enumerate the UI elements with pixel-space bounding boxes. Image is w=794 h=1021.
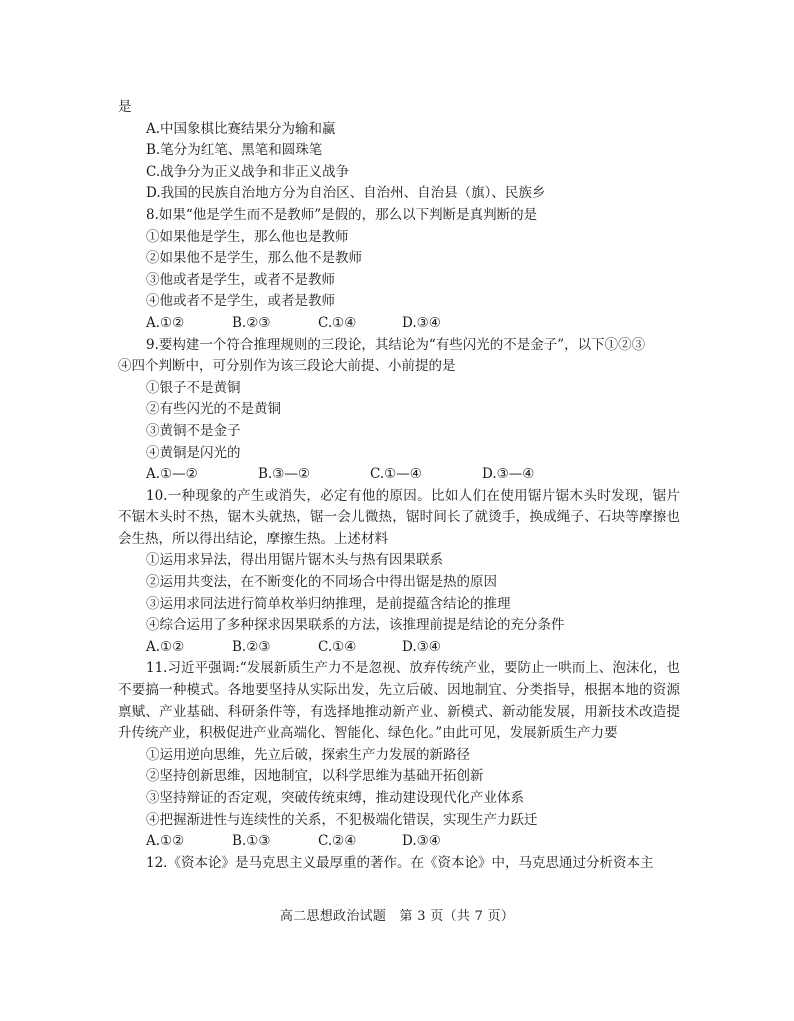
- q7-option-b: B.笔分为红笔、黑笔和圆珠笔: [146, 142, 323, 159]
- continued-text: 是: [118, 99, 132, 115]
- q11-options: [118, 831, 680, 853]
- q7-option-c: C.战争分为正义战争和非正义战争: [146, 163, 350, 180]
- q8-stem: 8.如果“他是学生而不是教师”是假的，那么以下判断是真判断的是: [146, 206, 538, 223]
- q10-option-b: B.②③: [232, 638, 271, 655]
- q11-option-b: B.①③: [232, 833, 271, 850]
- q8-option-a: A.①②: [146, 314, 185, 331]
- q8-options: [118, 313, 680, 335]
- q9-option-d: D.③—④: [482, 466, 535, 483]
- q9-item-3: ③黄铜不是金子: [146, 422, 241, 439]
- q9-item-2: ②有些闪光的不是黄铜: [146, 401, 281, 418]
- q11-option-a: A.①②: [146, 833, 185, 850]
- q10-item-1: ①运用求异法，得出用锯片锯木头与热有因果联系: [146, 552, 443, 569]
- q9-option-b: B.③—②: [258, 466, 310, 483]
- q10-options: [118, 637, 680, 659]
- q9-options: [118, 464, 680, 486]
- q8-option-c: C.①④: [318, 314, 357, 331]
- q8-option-b: B.②③: [232, 314, 271, 331]
- q10-item-2: ②运用共变法，在不断变化的不同场合中得出锯是热的原因: [146, 574, 497, 591]
- page-footer: 高二思想政治试题 第 3 页（共 7 页）: [279, 909, 515, 924]
- q11-stem: 11.习近平强调:“发展新质生产力不是忽视、放弃传统产业，要防止一哄而上、泡沫化，也不要搞一种模式。各地要坚持从实际出发，先立后破、因地制宜、分类指导，根据本地的资源禀赋、产业基础、科研条件等，有选择地推动新产业、新模式、新动能发展，用新技术改造提升传统产业，积极促进产业高端化、智能化、绿色化。”由此可见，发展新质生产力要: [118, 660, 680, 742]
- q11-option-d: D.③④: [402, 833, 441, 850]
- q9-stem-line2: ④四个判断中，可分别作为该三段论大前提、小前提的是: [118, 358, 456, 375]
- q8-item-2: ②如果他不是学生，那么他不是教师: [146, 250, 362, 267]
- q8-option-d: D.③④: [402, 314, 441, 331]
- q7-option-d: D.我国的民族自治地方分为自治区、自治州、自治县（旗）、民族乡: [146, 185, 546, 202]
- q8-item-1: ①如果他是学生，那么他也是教师: [146, 228, 349, 245]
- q11-item-3: ③坚持辩证的否定观，突破传统束缚，推动建设现代化产业体系: [146, 790, 524, 806]
- q11-option-c: C.②④: [318, 833, 357, 850]
- q9-item-4: ④黄铜是闪光的: [146, 444, 241, 461]
- q9-stem-line1: 9.要构建一个符合推理规则的三段论，其结论为“有些闪光的不是金子”，以下①②③: [146, 336, 646, 353]
- q10-option-c: C.①④: [318, 638, 357, 655]
- q10-item-4: ④综合运用了多种探求因果联系的方法，该推理前提是结论的充分条件: [146, 617, 565, 634]
- q9-option-a: A.①—②: [146, 466, 198, 483]
- q8-item-4: ④他或者不是学生，或者是教师: [146, 293, 335, 310]
- q10-option-d: D.③④: [402, 638, 441, 655]
- q10-stem: 10.一种现象的产生或消失，必定有他的原因。比如人们在使用锯片锯木头时发现，锯片不锯木头时不热，锯木头就热，锯一会儿微热，锯时间长了就烫手，换成绳子、石块等摩擦也会生热，所以得出结论，摩擦生热。上述材料: [118, 487, 680, 547]
- q10-option-a: A.①②: [146, 638, 185, 655]
- q9-item-1: ①银子不是黄铜: [146, 379, 241, 396]
- q12-stem: 12.《资本论》是马克思主义最厚重的著作。在《资本论》中，马克思通过分析资本主: [146, 854, 654, 871]
- q7-option-a: A.中国象棋比赛结果分为输和赢: [146, 120, 336, 137]
- q11-item-1: ①运用逆向思维，先立后破，探索生产力发展的新路径: [146, 746, 470, 763]
- q11-item-2: ②坚持创新思维，因地制宜，以科学思维为基础开拓创新: [146, 768, 484, 785]
- q8-item-3: ③他或者是学生，或者不是教师: [146, 271, 335, 288]
- q10-item-3: ③运用求同法进行简单枚举归纳推理，是前提蕴含结论的推理: [146, 595, 511, 612]
- page-content: [118, 97, 680, 874]
- q11-item-4: ④把握渐进性与连续性的关系，不犯极端化错误，实现生产力跃迁: [146, 811, 538, 828]
- q9-option-c: C.①—④: [370, 466, 422, 483]
